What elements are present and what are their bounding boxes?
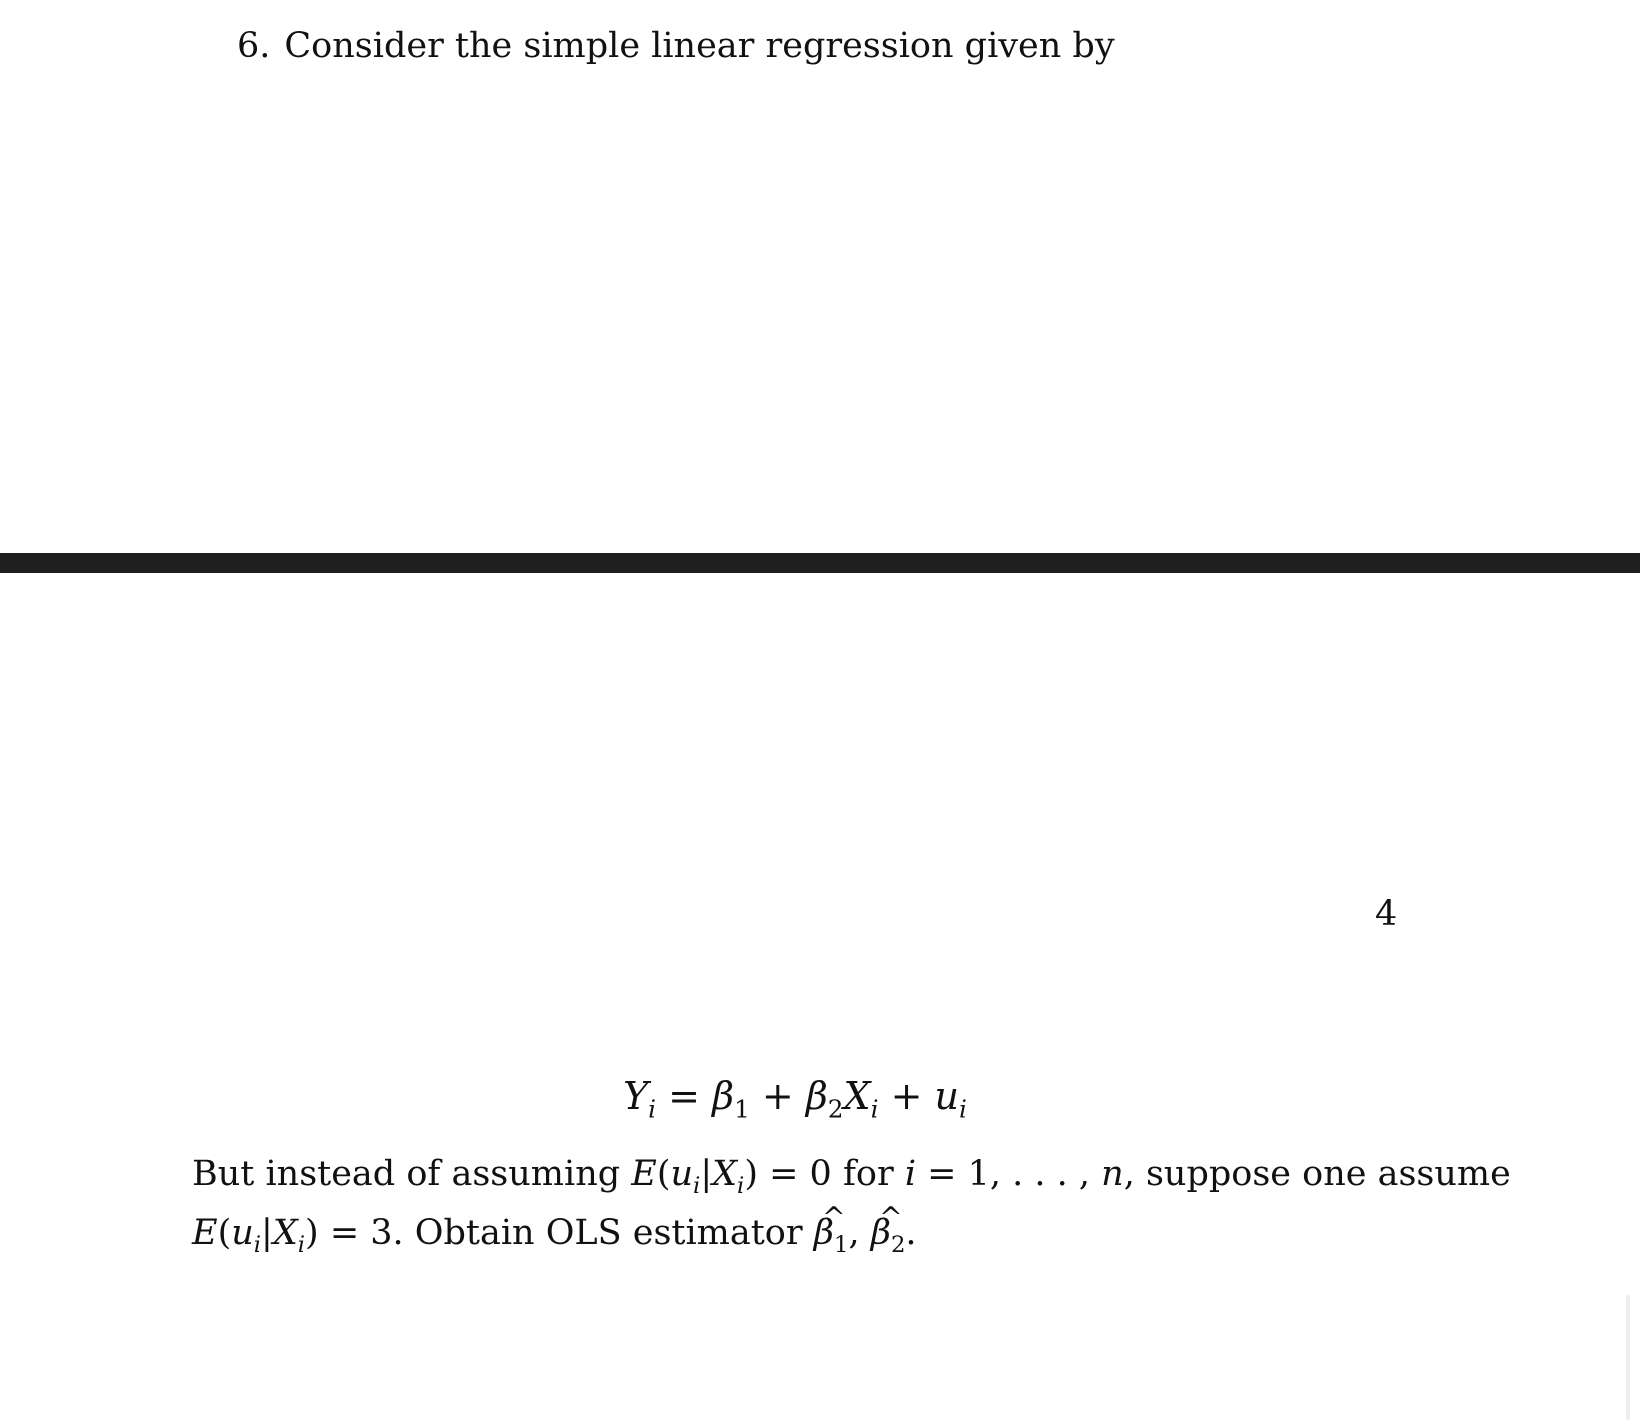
eq-beta1-sub: 1 [734,1094,750,1124]
page-bottom [0,573,1640,1420]
cond-u: u [670,1154,694,1194]
cond2-x-sub: i [297,1231,306,1258]
cond-close: ) [744,1154,758,1194]
cond-e: E [631,1154,657,1194]
index-n: n [1101,1154,1124,1194]
cond-u-sub: i [693,1172,701,1199]
eq-beta2-sub: 2 [827,1094,844,1124]
eq-plus-1: + [761,1074,794,1118]
scrollbar-edge[interactable] [1626,1295,1630,1420]
eq-x-sub: i [870,1094,879,1124]
paragraph-line-2 [192,1209,1396,1257]
eq-zero-text: = 0 for [757,1154,905,1194]
cond-open: ( [656,1154,671,1194]
beta2-hat: ^ β [871,1209,891,1257]
question-number: 6. [237,26,271,66]
beta1-hat: ^ β [814,1209,834,1257]
eq-x: X [843,1074,871,1118]
hat-comma: , [848,1213,871,1253]
index-i: i [904,1154,917,1194]
eq-y-sub: i [648,1094,657,1124]
range-text: = 1, . . . , [916,1154,1102,1194]
beta2-hat-sub: 2 [890,1231,906,1258]
para-line1-prefix: But instead of assuming [192,1154,632,1194]
page-separator-bar [0,553,1640,573]
cond2-e: E [192,1213,218,1253]
eq-u: u [934,1074,959,1118]
eq-y: Y [623,1074,649,1118]
question-heading [237,22,1115,70]
regression-equation [0,1070,1590,1122]
cond2-open: ( [217,1213,232,1253]
cond-x: X [712,1154,738,1194]
para-line1-suffix: , suppose one assume [1123,1154,1511,1194]
beta1-hat-sub: 1 [833,1231,849,1258]
final-period: . [905,1213,917,1253]
paragraph-line-1 [192,1150,1511,1199]
cond2-close: ) [305,1213,319,1253]
page-number: 4 [1375,894,1398,934]
cond2-x: X [272,1213,298,1253]
eq-plus-2: + [890,1074,923,1118]
cond2-bar: | [261,1213,273,1253]
cond-x-sub: i [737,1172,745,1199]
line2-rest: = 3. Obtain OLS estimator [318,1213,814,1253]
cond2-u: u [231,1213,254,1253]
eq-beta2: β [805,1074,828,1118]
eq-beta1: β [712,1074,735,1118]
eq-equals: = [668,1074,701,1118]
cond-bar: | [700,1154,713,1194]
page-top [0,0,1640,553]
question-text: Consider the simple linear regression given by [284,26,1115,66]
eq-u-sub: i [959,1094,967,1124]
cond2-u-sub: i [253,1231,262,1258]
